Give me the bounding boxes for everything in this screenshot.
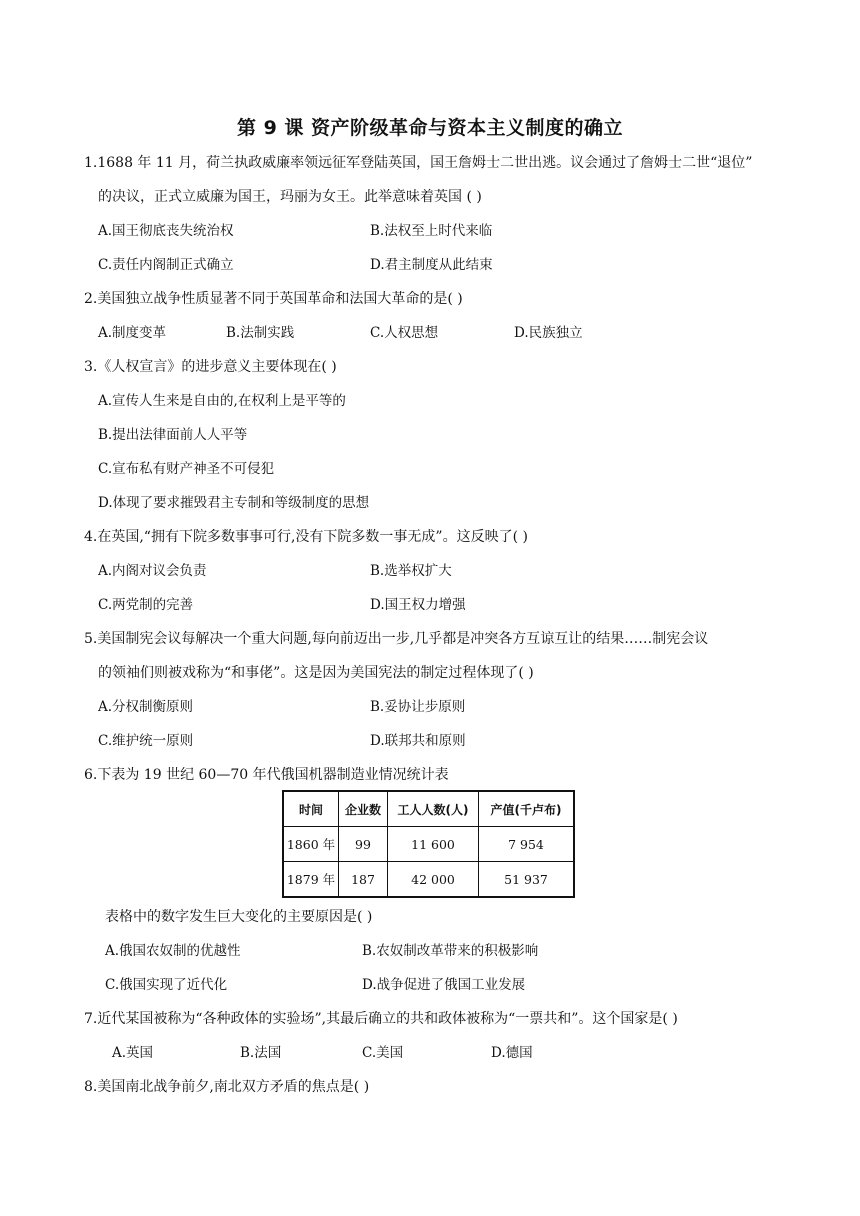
question-2-option-b: B.法制实践 (226, 325, 295, 341)
question-7-stem: 7.近代某国被称为“各种政体的实验场”,其最后确立的共和政体被称为“一票共和”。这个国家是( ) (84, 1011, 678, 1027)
table-header-row (283, 791, 574, 827)
table-cell: 42 000 (388, 862, 479, 898)
question-3-stem: 3.《人权宣言》的进步意义主要体现在( ) (84, 359, 337, 375)
question-6-option-a: A.俄国农奴制的优越性 (105, 943, 241, 959)
question-8-stem: 8.美国南北战争前夕,南北双方矛盾的焦点是( ) (84, 1079, 370, 1095)
question-1-option-a: A.国王彻底丧失统治权 (98, 223, 234, 239)
question-3-option-b: B.提出法律面前人人平等 (98, 427, 248, 443)
question-6-option-d: D.战争促进了俄国工业发展 (362, 977, 526, 993)
question-4-option-a: A.内阁对议会负责 (98, 563, 207, 579)
question-1-option-b: B.法权至上时代来临 (370, 223, 493, 239)
question-1-stem-cont: 的决议，正式立威廉为国王，玛丽为女王。此举意味着英国 ( ) (98, 189, 482, 205)
question-2-option-a: A.制度变革 (98, 325, 167, 341)
question-1-option-c: C.责任内阁制正式确立 (98, 257, 234, 273)
table-cell: 7 954 (479, 827, 575, 862)
question-6-stem: 6.下表为 19 世纪 60—70 年代俄国机器制造业情况统计表 (84, 767, 449, 783)
question-7-option-a: A.英国 (112, 1045, 154, 1061)
question-5-stem: 5.美国制宪会议每解决一个重大问题,每向前迈出一步,几乎都是冲突各方互谅互让的结果……制宪会议 (84, 631, 709, 647)
question-3-option-a: A.宣传人生来是自由的,在权利上是平等的 (98, 393, 346, 409)
table-cell: 99 (339, 827, 388, 862)
table-header-cell: 企业数 (339, 791, 388, 827)
table-header-cell: 产值(千卢布) (479, 791, 575, 827)
table-header-cell: 工人人数(人) (388, 791, 479, 827)
table-row (283, 827, 574, 862)
question-5-stem-cont: 的领袖们则被戏称为“和事佬”。这是因为美国宪法的制定过程体现了( ) (98, 665, 534, 681)
question-6-option-c: C.俄国实现了近代化 (105, 977, 228, 993)
question-1-stem: 1.1688 年 11 月，荷兰执政威廉率领远征军登陆英国，国王詹姆士二世出逃。议会通过了詹姆士二世“退位” (84, 155, 753, 171)
question-7-option-c: C.美国 (362, 1045, 404, 1061)
table-cell: 1879 年 (283, 862, 339, 898)
question-5-option-d: D.联邦共和原则 (370, 733, 466, 749)
question-6-stem-cont: 表格中的数字发生巨大变化的主要原因是( ) (105, 909, 373, 925)
table-cell: 11 600 (388, 827, 479, 862)
page-title: 第 9 课 资产阶级革命与资本主义制度的确立 (236, 117, 624, 139)
question-5-option-b: B.妥协让步原则 (370, 699, 466, 715)
table-cell: 187 (339, 862, 388, 898)
table-cell: 1860 年 (283, 827, 339, 862)
table-header-cell: 时间 (283, 791, 339, 827)
question-3-option-c: C.宣布私有财产神圣不可侵犯 (98, 461, 275, 477)
statistics-table (282, 790, 575, 898)
question-2-option-d: D.民族独立 (514, 325, 583, 341)
question-2-stem: 2.美国独立战争性质显著不同于英国革命和法国大革命的是( ) (84, 291, 463, 307)
question-7-option-d: D.德国 (491, 1045, 533, 1061)
question-6-option-b: B.农奴制改革带来的积极影响 (362, 943, 539, 959)
question-2-option-c: C.人权思想 (370, 325, 439, 341)
question-4-option-b: B.选举权扩大 (370, 563, 452, 579)
question-4-stem: 4.在英国,“拥有下院多数事事可行,没有下院多数一事无成”。这反映了( ) (84, 529, 528, 545)
question-4-option-c: C.两党制的完善 (98, 597, 194, 613)
question-3-option-d: D.体现了要求摧毁君主专制和等级制度的思想 (98, 495, 370, 511)
table-cell: 51 937 (479, 862, 575, 898)
question-7-option-b: B.法国 (240, 1045, 282, 1061)
table-row (283, 862, 574, 898)
question-5-option-a: A.分权制衡原则 (98, 699, 194, 715)
question-1-option-d: D.君主制度从此结束 (370, 257, 493, 273)
question-5-option-c: C.维护统一原则 (98, 733, 194, 749)
question-4-option-d: D.国王权力增强 (370, 597, 466, 613)
